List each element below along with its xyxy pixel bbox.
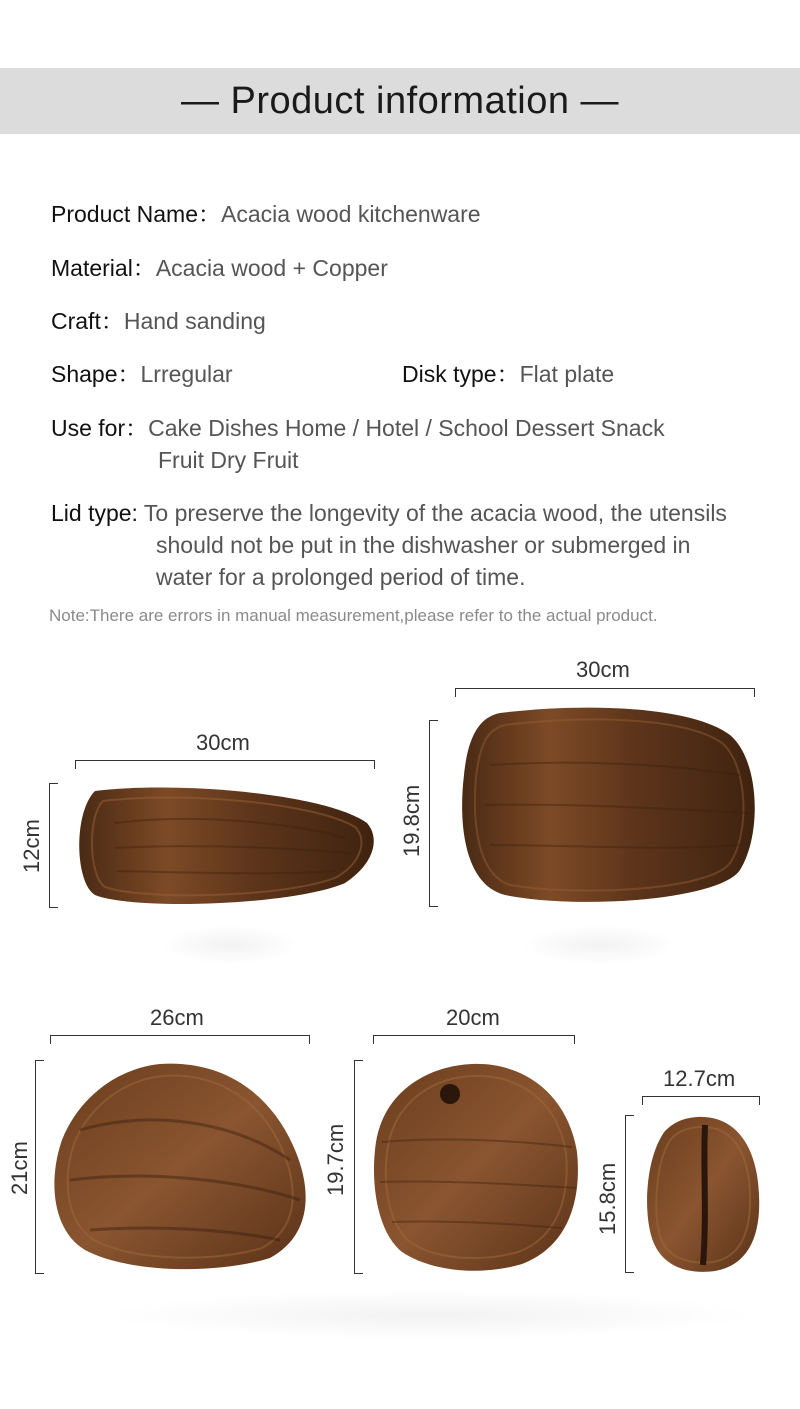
spec-label: Lid type: <box>51 500 144 526</box>
spec-lid-type-cont: water for a prolonged period of time. <box>156 564 526 590</box>
spec-label: Product Name： <box>51 201 222 227</box>
spec-shape <box>51 358 233 390</box>
spec-value: Flat plate <box>519 361 615 387</box>
header-banner <box>0 68 800 134</box>
plate-5-height: 15.8cm <box>595 1162 620 1235</box>
height-dimension-line <box>49 783 50 908</box>
spec-value: Acacia wood + Copper <box>155 255 388 281</box>
plate-shadow <box>100 1290 760 1340</box>
plate-1-height: 12cm <box>19 819 44 873</box>
plate-2-height: 19.8cm <box>399 784 424 857</box>
spec-disk-type <box>402 358 614 390</box>
spec-label: Material： <box>51 255 156 281</box>
spec-craft <box>51 305 266 337</box>
plate-2-width: 30cm <box>576 657 630 682</box>
spec-value: Lrregular <box>140 361 233 387</box>
plate-4-image <box>372 1062 580 1272</box>
width-dimension-line <box>455 688 755 689</box>
width-dimension-line <box>75 760 375 761</box>
spec-lid-type-cont: should not be put in the dishwasher or submerged in <box>156 532 691 558</box>
width-dimension-line <box>373 1035 575 1036</box>
plate-3-height: 21cm <box>7 1141 32 1195</box>
spec-material <box>51 252 388 284</box>
plate-2-image <box>460 705 760 905</box>
width-dimension-line <box>50 1035 310 1036</box>
measurement-note: Note:There are errors in manual measurement,please refer to the actual product. <box>49 606 658 625</box>
spec-lid-type <box>51 497 727 529</box>
plate-3-width: 26cm <box>150 1005 204 1030</box>
spec-label: Craft： <box>51 308 124 334</box>
spec-label: Disk type： <box>402 361 520 387</box>
height-dimension-line <box>354 1060 355 1274</box>
plate-1-width: 30cm <box>196 730 250 755</box>
plate-4-height: 19.7cm <box>323 1123 348 1196</box>
plate-5-width: 12.7cm <box>663 1066 736 1091</box>
plate-shadow <box>160 925 300 965</box>
spec-product-name <box>51 198 481 230</box>
spec-use-for-cont: Fruit Dry Fruit <box>158 447 299 473</box>
spec-label: Use for： <box>51 415 149 441</box>
spec-value: To preserve the longevity of the acacia wood, the utensils <box>143 500 727 526</box>
plate-4-width: 20cm <box>446 1005 500 1030</box>
spec-use-for <box>51 412 665 444</box>
height-dimension-line <box>35 1060 36 1274</box>
width-dimension-line <box>642 1096 760 1097</box>
plate-1-image <box>75 783 375 908</box>
spec-label: Shape： <box>51 361 141 387</box>
plate-3-image <box>50 1060 312 1272</box>
spec-value: Hand sanding <box>123 308 266 334</box>
height-dimension-line <box>625 1115 626 1273</box>
spec-value: Acacia wood kitchenware <box>221 201 481 227</box>
plate-5-image <box>645 1115 761 1273</box>
spec-value: Cake Dishes Home / Hotel / School Dessert Snack <box>148 415 665 441</box>
plate-shadow <box>520 925 680 965</box>
height-dimension-line <box>429 720 430 907</box>
page-title: — Product information — <box>180 79 620 122</box>
